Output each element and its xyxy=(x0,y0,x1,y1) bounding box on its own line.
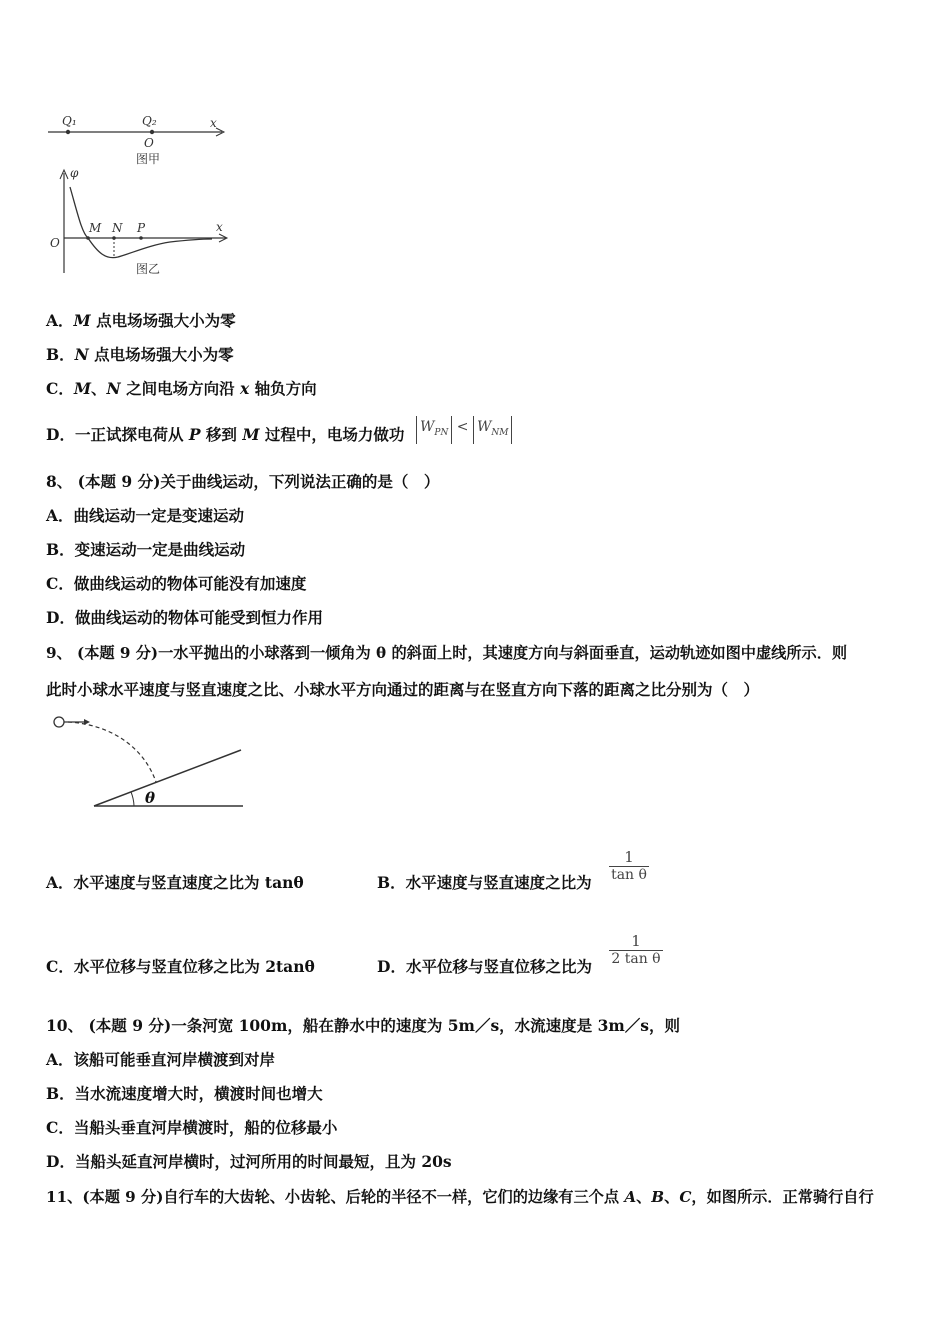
q9-option-b-fraction xyxy=(609,848,649,883)
separator: 、 xyxy=(636,1188,652,1206)
q9-stem-line2: 此时小球水平速度与竖直速度之比、小球水平方向通过的距离与在竖直方向下落的距离之比分别为（ ） xyxy=(46,680,760,699)
var-m: M xyxy=(242,425,260,444)
fraction-denominator: 2 tan θ xyxy=(611,951,661,967)
fraction-denominator: tan θ xyxy=(611,867,647,883)
n-point xyxy=(112,236,116,240)
x-label: x xyxy=(216,220,223,234)
figure-jia-caption: 图甲 xyxy=(136,152,161,166)
q1-label: Q₁ xyxy=(62,114,77,128)
q9-option-a: A．水平速度与竖直速度之比为 tanθ xyxy=(46,873,304,892)
var-n: N xyxy=(106,379,121,398)
origin-label: O xyxy=(144,136,154,150)
q8-option-a: A．曲线运动一定是变速运动 xyxy=(46,506,245,525)
option-text: 之间电场方向沿 xyxy=(120,379,240,398)
option-label: B． xyxy=(46,345,75,364)
point-b: B xyxy=(651,1188,665,1206)
incline-surface xyxy=(94,750,241,806)
w-nm-sub: NM xyxy=(491,427,509,438)
q10-stem: 10、 (本题 9 分)一条河宽 100m，船在静水中的速度为 5m／s，水流速度是 3m／s，则 xyxy=(46,1016,680,1035)
trajectory-dashed xyxy=(68,722,156,782)
option-text: 过程中，电场力做功 xyxy=(259,425,405,444)
separator: 、 xyxy=(664,1188,680,1206)
q7-option-d xyxy=(46,425,404,445)
less-than: < xyxy=(456,419,469,435)
stem-text: 11、(本题 9 分)自行车的大齿轮、小齿轮、后轮的半径不一样，它们的边缘有三个点 xyxy=(46,1188,625,1206)
q2-label: Q₂ xyxy=(142,114,157,128)
q10-option-b: B．当水流速度增大时，横渡时间也增大 xyxy=(46,1084,323,1103)
w-nm: W xyxy=(476,419,492,435)
origin-label: O xyxy=(50,236,60,250)
phi-label: φ xyxy=(70,166,79,180)
q1-point xyxy=(66,130,70,134)
n-label: N xyxy=(112,221,123,235)
m-point xyxy=(86,236,90,240)
figure-jia xyxy=(40,108,240,170)
ball-icon xyxy=(54,717,64,727)
var-m: M xyxy=(73,379,92,398)
q10-option-a: A．该船可能垂直河岸横渡到对岸 xyxy=(46,1050,276,1069)
separator: 、 xyxy=(91,379,107,398)
figure-yi xyxy=(40,165,240,280)
var-n: N xyxy=(74,345,89,364)
q8-option-c: C．做曲线运动的物体可能没有加速度 xyxy=(46,574,307,593)
figure-yi-caption: 图乙 xyxy=(136,262,161,276)
m-label: M xyxy=(89,221,102,235)
angle-arc xyxy=(131,792,134,806)
q2-point xyxy=(150,130,154,134)
option-text: 点电场场强大小为零 xyxy=(90,311,236,330)
q9-option-b: B．水平速度与竖直速度之比为 xyxy=(377,873,592,892)
point-a: A xyxy=(624,1188,637,1206)
w-pn: W xyxy=(420,419,435,435)
q10-option-d: D．当船头延直河岸横时，过河所用的时间最短，且为 20s xyxy=(46,1152,452,1171)
q9-option-c: C．水平位移与竖直位移之比为 2tanθ xyxy=(46,957,315,976)
point-c: C xyxy=(679,1188,692,1206)
projectile-incline-figure xyxy=(48,710,248,810)
x-label: x xyxy=(210,116,217,130)
var-m: M xyxy=(73,311,91,330)
option-text: 轴负方向 xyxy=(249,379,317,398)
q8-stem: 8、 (本题 9 分)关于曲线运动，下列说法正确的是（ ） xyxy=(46,472,440,491)
q9-stem-line1: 9、 (本题 9 分)一水平抛出的小球落到一倾角为 θ 的斜面上时，其速度方向与斜面垂直，运动轨迹如图中虚线所示．则 xyxy=(46,644,848,662)
q9-option-d-fraction xyxy=(609,932,663,967)
theta-label: θ xyxy=(145,789,156,807)
option-text: 移到 xyxy=(200,425,243,444)
fraction-numerator: 1 xyxy=(624,848,634,866)
q7-option-b xyxy=(46,345,234,365)
stem-text: ，如图所示．正常骑行自行 xyxy=(691,1188,874,1206)
var-x: x xyxy=(240,379,250,398)
q8-option-b: B．变速运动一定是曲线运动 xyxy=(46,540,246,559)
q9-option-d: D．水平位移与竖直位移之比为 xyxy=(377,957,592,976)
var-p: P xyxy=(188,425,201,444)
p-label: P xyxy=(137,221,146,235)
q10-option-c: C．当船头垂直河岸横渡时，船的位移最小 xyxy=(46,1118,338,1137)
q8-option-d: D．做曲线运动的物体可能受到恒力作用 xyxy=(46,608,323,627)
q11-stem xyxy=(46,1187,874,1207)
option-text: 点电场场强大小为零 xyxy=(88,345,234,364)
option-label: D． xyxy=(46,425,75,444)
p-point xyxy=(139,236,143,240)
work-inequality-formula xyxy=(416,412,512,444)
option-label: C． xyxy=(46,379,74,398)
fraction-numerator: 1 xyxy=(631,932,641,950)
q7-option-c xyxy=(46,379,317,399)
q7-option-a xyxy=(46,311,236,331)
option-label: A． xyxy=(46,311,74,330)
w-pn-sub: PN xyxy=(434,427,449,438)
option-text: 一正试探电荷从 xyxy=(74,425,189,444)
